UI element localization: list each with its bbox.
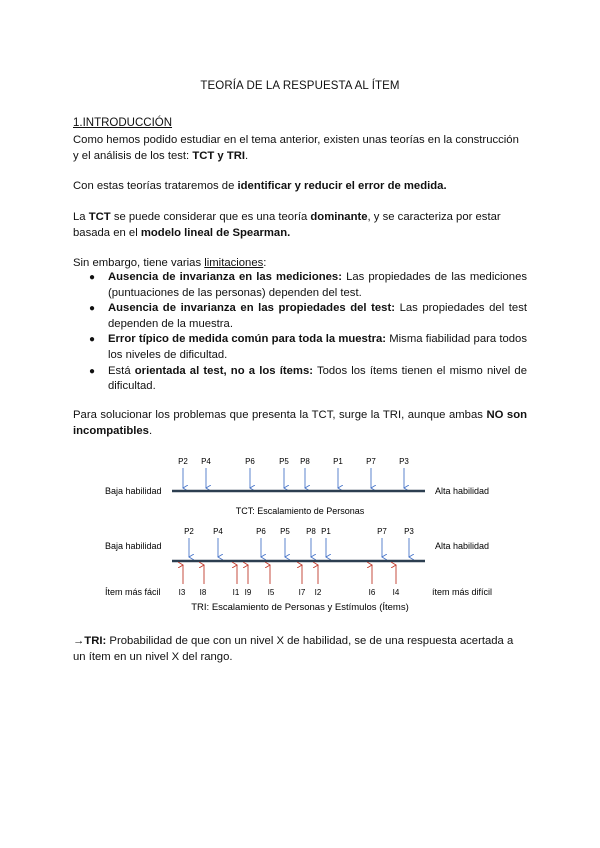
tct-text-2: se puede considerar que es una teoría bbox=[110, 211, 311, 223]
limitation-pre: Está bbox=[108, 364, 135, 377]
limitation-bold: orientada al test, no a los ítems: bbox=[134, 364, 313, 377]
right-arrow-icon: → bbox=[73, 635, 85, 647]
limitations-word: limitaciones bbox=[204, 257, 264, 269]
tri-person-labels bbox=[184, 527, 414, 536]
solution-text: Para solucionar los problemas que presenta la TCT, surge la TRI, aunque ambas bbox=[73, 409, 487, 421]
bullet-icon: ● bbox=[89, 365, 96, 377]
tri-low-label: Baja habilidad bbox=[105, 541, 162, 551]
solution-end: . bbox=[148, 424, 153, 437]
list-item bbox=[89, 364, 527, 395]
person-label: P5 bbox=[280, 527, 290, 536]
intro-paragraph bbox=[73, 133, 527, 164]
limitations-list bbox=[73, 270, 527, 395]
tct-bold-1: TCT bbox=[88, 211, 111, 223]
person-label: P2 bbox=[184, 527, 194, 536]
tct-text-1: La bbox=[73, 211, 89, 223]
tct-person-arrows bbox=[183, 468, 404, 488]
person-label: P4 bbox=[201, 457, 211, 466]
limitation-text: Misma fiabilidad para todos los niveles de dificultad. bbox=[108, 333, 527, 361]
tri-def-bold: TRI: bbox=[84, 635, 107, 647]
limitations-intro-text: Sin embargo, tiene varias bbox=[73, 257, 205, 269]
solution-bold: NO son incompatibles bbox=[73, 409, 527, 437]
tri-high-label: Alta habilidad bbox=[435, 541, 490, 551]
item-label: I7 bbox=[298, 588, 306, 597]
person-label: P4 bbox=[213, 527, 223, 536]
person-label: P7 bbox=[366, 457, 376, 466]
person-label: P2 bbox=[178, 457, 188, 466]
list-item bbox=[89, 301, 527, 332]
list-item bbox=[89, 270, 527, 301]
tct-low-label: Baja habilidad bbox=[105, 486, 162, 496]
person-label: P6 bbox=[256, 527, 266, 536]
tri-item-low-label: Ítem más fácil bbox=[105, 587, 161, 597]
limitation-text: Todos los ítems tienen el mismo nivel de dificultad. bbox=[108, 364, 527, 393]
item-label: I5 bbox=[267, 588, 275, 597]
person-label: P1 bbox=[321, 527, 331, 536]
item-label: I6 bbox=[368, 588, 376, 597]
solution-paragraph bbox=[73, 408, 527, 439]
person-label: P3 bbox=[399, 457, 409, 466]
person-label: P3 bbox=[404, 527, 414, 536]
limitation-bold: Error típico de medida común para toda la muestra: bbox=[108, 333, 387, 346]
item-label: I9 bbox=[244, 588, 252, 597]
tri-caption: TRI: Escalamiento de Personas y Estímulos (Ítems) bbox=[191, 602, 409, 613]
item-label: I8 bbox=[199, 588, 207, 597]
limitation-text: Las propiedades de las mediciones (puntuaciones de las personas) dependen del test. bbox=[108, 271, 527, 299]
intro-bold: TCT y TRI bbox=[192, 149, 246, 162]
list-item bbox=[89, 332, 527, 363]
intro-end: . bbox=[245, 149, 249, 162]
item-label: I3 bbox=[178, 588, 186, 597]
objective-paragraph bbox=[73, 179, 527, 195]
tri-def-text: Probabilidad de que con un nivel X de habilidad, se de una respuesta acertada a un ítem en un nivel X del rango. bbox=[73, 635, 514, 663]
person-label: P1 bbox=[333, 457, 343, 466]
tri-item-labels bbox=[179, 588, 400, 597]
tct-bold-2: dominante bbox=[310, 211, 368, 223]
limitation-bold: Ausencia de invarianza en las propiedades del test: bbox=[108, 302, 395, 315]
tri-item-arrows bbox=[183, 565, 396, 584]
section-heading: 1.INTRODUCCIÓN bbox=[73, 117, 173, 129]
item-label: I4 bbox=[392, 588, 400, 597]
tct-bold-3: modelo lineal de Spearman. bbox=[140, 226, 291, 239]
tct-text-3: , y se caracteriza por estar basada en el bbox=[73, 211, 501, 239]
tct-person-labels bbox=[178, 457, 409, 466]
person-label: P7 bbox=[377, 527, 387, 536]
bullet-icon: ● bbox=[89, 272, 96, 283]
objective-bold: identificar y reducir el error de medida. bbox=[237, 180, 447, 192]
bullet-icon: ● bbox=[89, 334, 96, 346]
person-label: P5 bbox=[279, 457, 289, 466]
person-label: P8 bbox=[300, 457, 310, 466]
person-label: P8 bbox=[306, 527, 316, 536]
limitation-bold: Ausencia de invarianza en las mediciones: bbox=[108, 271, 342, 283]
bullet-icon: ● bbox=[89, 303, 96, 315]
tct-paragraph bbox=[73, 210, 527, 241]
objective-text: Con estas teorías trataremos de bbox=[73, 180, 238, 192]
tct-high-label: Alta habilidad bbox=[435, 486, 490, 496]
limitations-colon: : bbox=[263, 257, 267, 269]
item-label: I2 bbox=[314, 588, 322, 597]
document-title: TEORÍA DE LA RESPUESTA AL ÍTEM bbox=[200, 80, 400, 92]
tri-item-high-label: ítem más difícil bbox=[432, 587, 493, 597]
limitation-text: Las propiedades del test dependen de la muestra. bbox=[108, 302, 527, 330]
tri-definition bbox=[73, 634, 527, 665]
tri-person-arrows bbox=[189, 538, 409, 557]
intro-text: Como hemos podido estudiar en el tema anterior, existen unas teorías en la construcción y el análisis de los test: bbox=[73, 134, 519, 162]
tct-caption: TCT: Escalamiento de Personas bbox=[235, 506, 365, 516]
item-label: I1 bbox=[232, 588, 240, 597]
person-label: P6 bbox=[245, 457, 255, 466]
tct-tri-diagram bbox=[0, 450, 600, 625]
